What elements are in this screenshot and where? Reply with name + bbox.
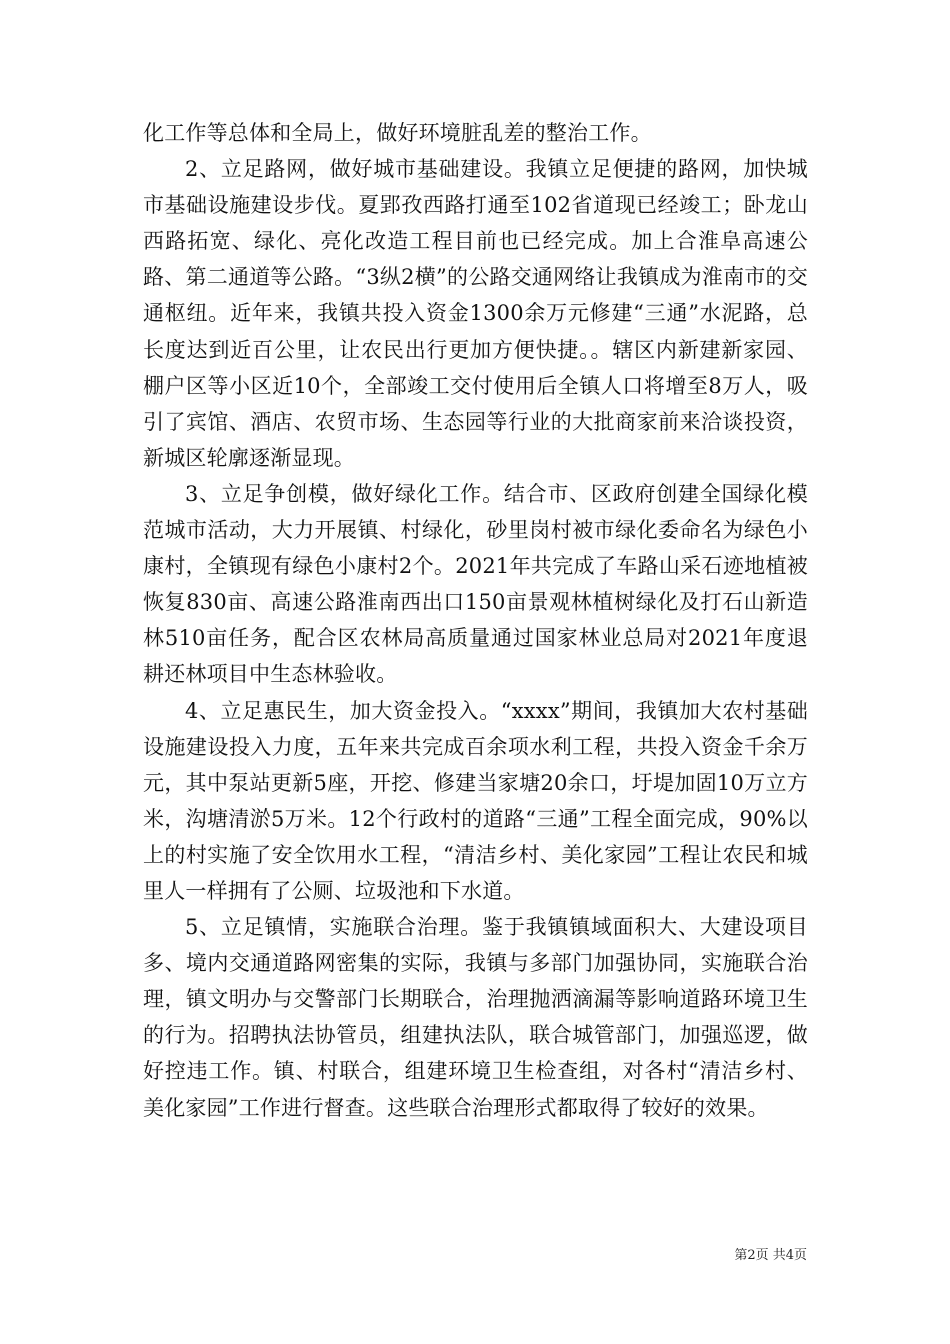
- page-number: 第2页 共4页: [734, 1248, 807, 1263]
- document-body: [143, 115, 808, 1126]
- paragraph-livelihood: 4、立足惠民生，加大资金投入。“xxxx”期间，我镇加大农村基础设施建设投入力度，五年来共完成百余项水利工程，共投入资金千余万元，其中泵站更新5座，开挖、修建当家塘20余口，圩堤加固10万立方米，沟塘清淤5万米。12个行政村的道路“三通”工程全面完成，90%以上的村实施了安全饮用水工程，“清洁乡村、美化家园”工程让农民和城里人一样拥有了公厕、垃圾池和下水道。: [143, 698, 808, 903]
- paragraph-greening: 3、立足争创模，做好绿化工作。结合市、区政府创建全国绿化模范城市活动，大力开展镇、村绿化，砂里岗村被市绿化委命名为绿色小康村，全镇现有绿色小康村2个。2021年共完成了车路山采石迹地植被恢复830亩、高速公路淮南西出口150亩景观林植树绿化及打石山新造林510亩任务，配合区农林局高质量通过国家林业总局对2021年度退耕还林项目中生态林验收。: [143, 481, 808, 687]
- paragraph-road-network: 2、立足路网，做好城市基础建设。我镇立足便捷的路网，加快城市基础设施建设步伐。夏郢孜西路打通至102省道现已经竣工；卧龙山西路拓宽、绿化、亮化改造工程目前也已经完成。加上合淮阜高速公路、第二通道等公路。“3纵2横”的公路交通网络让我镇成为淮南市的交通枢纽。近年来，我镇共投入资金1300余万元修建“三通”水泥路，总长度达到近百公里，让农民出行更加方便快捷。。辖区内新建新家园、棚户区等小区近10个，全部竣工交付使用后全镇人口将增至8万人，吸引了宾馆、酒店、农贸市场、生态园等行业的大批商家前来洽谈投资，新城区轮廓逐渐显现。: [143, 157, 808, 470]
- paragraph-continuation: 化工作等总体和全局上，做好环境脏乱差的整治工作。: [143, 121, 652, 145]
- paragraph-joint-governance: 5、立足镇情，实施联合治理。鉴于我镇镇域面积大、大建设项目多、境内交通道路网密集的实际，我镇与多部门加强协同，实施联合治理，镇文明办与交警部门长期联合，治理抛洒滴漏等影响道路环境卫生的行为。招聘执法协管员，组建执法队，联合城管部门，加强巡逻，做好控违工作。镇、村联合，组建环境卫生检查组，对各村“清洁乡村、美化家园”工作进行督查。这些联合治理形式都取得了较好的效果。: [143, 915, 808, 1120]
